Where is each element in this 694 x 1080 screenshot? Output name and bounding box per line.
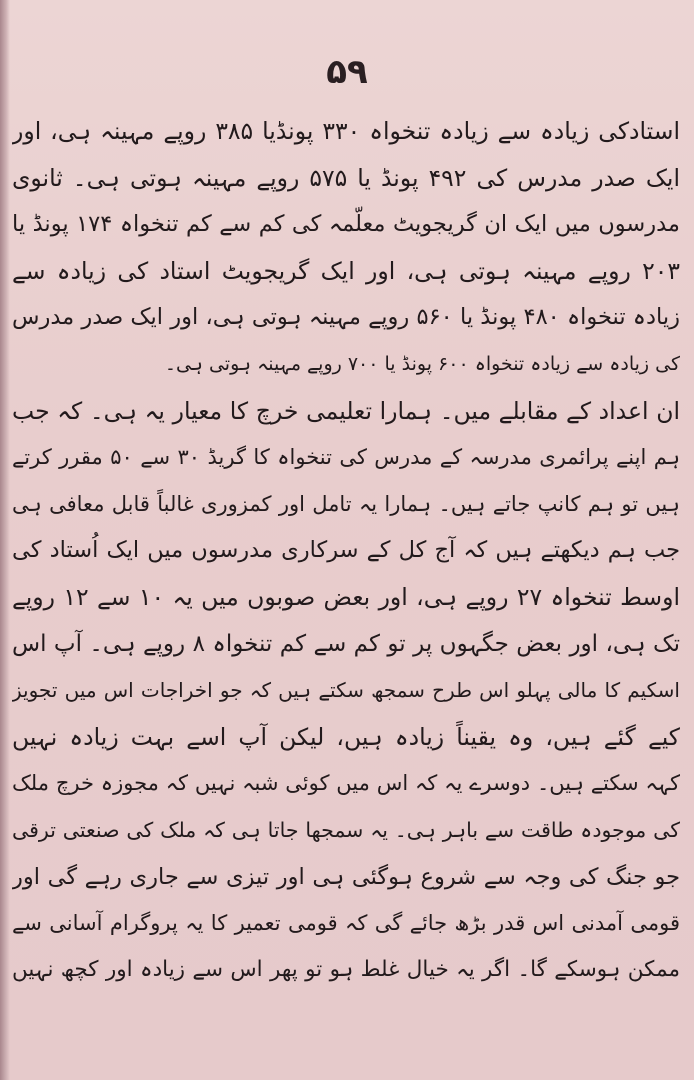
text-line: ایک صدر مدرس کی ۴۹۲ پونڈ یا ۵۷۵ روپے مہینہ ہوتی ہی۔ ثانوی [12,163,680,192]
text-line: کہہ سکتے ہیں۔ دوسرے یہ کہ اس میں کوئی شبہ نہیں کہ مجوزہ خرچ ملک [12,771,680,796]
page-binding-edge [0,0,10,1080]
text-line: قومی آمدنی اس قدر بڑھ جائے گی کہ قومی تعمیر کا یہ پروگرام آسانی سے [12,911,680,936]
text-line: ہیں تو ہم کانپ جاتے ہیں۔ ہمارا یہ تامل اور کمزوری غالباً قابل معافی ہی [12,491,680,516]
text-line: ممکن ہوسکے گا۔ اگر یہ خیال غلط ہو تو پھر اس سے زیادہ اور کچھ نہیں [12,956,680,982]
text-line: زیادہ تنخواہ ۴۸۰ پونڈ یا ۵۶۰ روپے مہینہ ہوتی ہی، اور ایک صدر مدرس [12,304,680,331]
text-line: تک ہی، اور بعض جگہوں پر تو کم سے کم تنخواہ ۸ روپے ہی۔ آپ اس [12,630,680,657]
text-line: ان اعداد کے مقابلے میں۔ ہمارا تعلیمی خرچ کا معیار یہ ہی۔ کہ جب [12,396,680,425]
text-line: استادکی زیادہ سے زیادہ تنخواہ ۳۳۰ پونڈیا ۳۸۵ روپے مہینہ ہی، اور [12,117,680,145]
text-line: کیے گئے ہیں، وہ یقیناً زیادہ ہیں، لیکن آپ اسے بہت زیادہ نہیں [12,722,680,751]
text-line: ہم اپنے پرائمری مدرسہ کے مدرس کی تنخواہ کا گریڈ ۳۰ سے ۵۰ مقرر کرتے [12,445,680,470]
text-line: اوسط تنخواہ ۲۷ روپے ہی، اور بعض صوبوں میں یہ ۱۰ سے ۱۲ روپے [12,582,680,611]
text-line: جب ہم دیکھتے ہیں کہ آج کل کے سرکاری مدرسوں میں ایک اُستاد کی [12,537,680,564]
text-line: کی زیادہ سے زیادہ تنخواہ ۶۰۰ پونڈ یا ۷۰۰ روپے مہینہ ہوتی ہی۔ [164,352,680,375]
page-number: ۵۹ [326,52,368,92]
text-line: اسکیم کا مالی پہلو اس طرح سمجھ سکتے ہیں کہ جو اخراجات اس میں تجویز [12,678,680,703]
text-line: مدرسوں میں ایک ان گریجویٹ معلّمہ کی کم سے کم تنخواہ ۱۷۴ پونڈ یا [12,211,680,238]
text-line: ۲۰۳ روپے مہینہ ہوتی ہی، اور ایک گریجویٹ استاد کی زیادہ سے [12,256,680,285]
text-line: جو جنگ کی وجہ سے شروع ہوگئی ہی اور تیزی سے جاری رہے گی اور [12,863,680,890]
page-body-text [12,108,680,993]
text-line: کی موجودہ طاقت سے باہر ہی۔ یہ سمجھا جاتا ہی کہ ملک کی صنعتی ترقی [12,817,680,842]
